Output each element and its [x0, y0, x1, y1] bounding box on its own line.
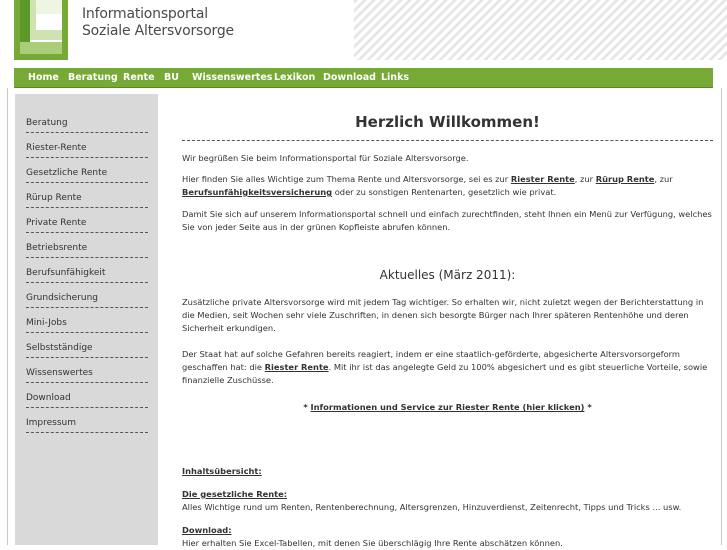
page-title: Herzlich Willkommen!: [355, 113, 540, 131]
site-title-line2: Soziale Altersvorsorge: [82, 23, 234, 39]
sidebar-item-riester-rente[interactable]: Riester-Rente: [26, 142, 148, 158]
sidebar-item-ruerup-rente[interactable]: Rürup Rente: [26, 192, 148, 208]
text: Hier finden Sie alles Wichtige zum Thema Rente und Altersvorsorge, sei es zur: [182, 174, 511, 184]
header: [0, 0, 727, 68]
gesetzliche-rente-text: Alles Wichtige rund um Renten, Rentenberechnung, Altersgrenzen, Hinzuverdienst, Zeitenrecht, Tipps und Tricks ... usw.: [182, 502, 682, 512]
berufsunfaehigkeit-link[interactable]: Berufsunfähigkeitsversicherung: [182, 187, 333, 197]
news-heading: Aktuelles (März 2011):: [379, 268, 516, 282]
header-decoration: [354, 0, 727, 60]
sidebar-item-download[interactable]: Download: [26, 392, 148, 408]
sidebar-item-wissenswertes[interactable]: Wissenswertes: [26, 367, 148, 383]
gesetzliche-rente-heading[interactable]: Die gesetzliche Rente:: [182, 489, 288, 499]
star-bullet: *: [303, 402, 308, 412]
sidebar-item-mini-jobs[interactable]: Mini-Jobs: [26, 317, 148, 333]
contents-heading: [182, 465, 716, 478]
sidebar-item-berufsunfaehigkeit[interactable]: Berufsunfähigkeit: [26, 267, 148, 283]
section-download: [182, 524, 716, 550]
divider: [182, 140, 713, 141]
text: . Mit ihr ist das angelegte Geld zu 100% abgesichert und es gibt steuerliche Vorteile, sowie finanzielle Zuschüsse.: [182, 362, 708, 385]
star-bullet: *: [587, 402, 592, 412]
sidebar-item-private-rente[interactable]: Private Rente: [26, 217, 148, 233]
nav-rente[interactable]: Rente: [123, 72, 155, 83]
nav-bu[interactable]: BU: [164, 72, 179, 83]
info-service-line: [182, 402, 713, 412]
nav-lexikon[interactable]: Lexikon: [274, 72, 316, 83]
nav-download[interactable]: Download: [323, 72, 376, 83]
riester-rente-link[interactable]: Riester Rente: [510, 174, 575, 184]
contents-heading-text: Inhaltsübersicht:: [182, 466, 262, 476]
site-title-line1: Informationsportal: [82, 6, 208, 22]
nav-wissenswertes[interactable]: Wissenswertes: [192, 72, 273, 83]
nav-beratung[interactable]: Beratung: [68, 72, 118, 83]
download-heading[interactable]: Download:: [182, 525, 232, 535]
sidebar-item-gesetzliche-rente[interactable]: Gesetzliche Rente: [26, 167, 148, 183]
nav-links[interactable]: Links: [381, 72, 410, 83]
download-text: Hier erhalten Sie Excel-Tabellen, mit denen Sie überschlägig Ihre Rente abschätzen können.: [182, 538, 563, 548]
section-gesetzliche-rente: [182, 488, 716, 514]
news-paragraph-1: Zusätzliche private Altersvorsorge wird mit jedem Tag wichtiger. So erhalten wir, nicht zuletzt wegen der Berichterstattung in die Medien, seit Wochen sehr viele Zuschriften, in denen sich besorgte Bürger nach Ihrer späteren Rentenhöhe und deren Sicherheit erkundigen.: [182, 297, 704, 333]
ruerup-rente-link[interactable]: Rürup Rente: [595, 174, 655, 184]
text: , zur: [574, 174, 596, 184]
logo-icon[interactable]: [14, 0, 68, 60]
top-navigation: [14, 68, 713, 88]
text: , zur: [654, 174, 673, 184]
site-title: [82, 6, 234, 40]
news-paragraph-2: [182, 348, 716, 387]
riester-rente-link-2[interactable]: Riester Rente: [264, 362, 329, 372]
nav-home[interactable]: Home: [28, 72, 59, 83]
sidebar-item-selbststaendige[interactable]: Selbstständige: [26, 342, 148, 358]
intro-paragraph: Wir begrüßen Sie beim Informationsportal für Soziale Altersvorsorge.: [182, 153, 469, 163]
sidebar-item-beratung[interactable]: Beratung: [26, 117, 148, 133]
riester-info-link[interactable]: Informationen und Service zur Riester Rente (hier klicken): [310, 402, 585, 412]
sidebar-item-grundsicherung[interactable]: Grundsicherung: [26, 292, 148, 308]
topics-paragraph: [182, 173, 716, 199]
menu-paragraph: Damit Sie sich auf unserem Informationsportal schnell und einfach zurechtfinden, steht Ihnen ein Menü zur Verfügung, welches Sie von jeder Seite aus in der grünen Kopfleiste abrufen können.: [182, 209, 712, 232]
sidebar-item-betriebsrente[interactable]: Betriebsrente: [26, 242, 148, 258]
text: Der Staat hat auf solche Gefahren bereits reagiert, indem er eine staatlich-geförderte, abgesicherte Altersvorsorgeform geschaffen hat: die: [182, 349, 681, 372]
sidebar-item-impressum[interactable]: Impressum: [26, 417, 148, 433]
text: oder zu sonstigen Rentenarten, gesetzlich wie privat.: [332, 187, 557, 197]
sidebar: [15, 94, 158, 545]
